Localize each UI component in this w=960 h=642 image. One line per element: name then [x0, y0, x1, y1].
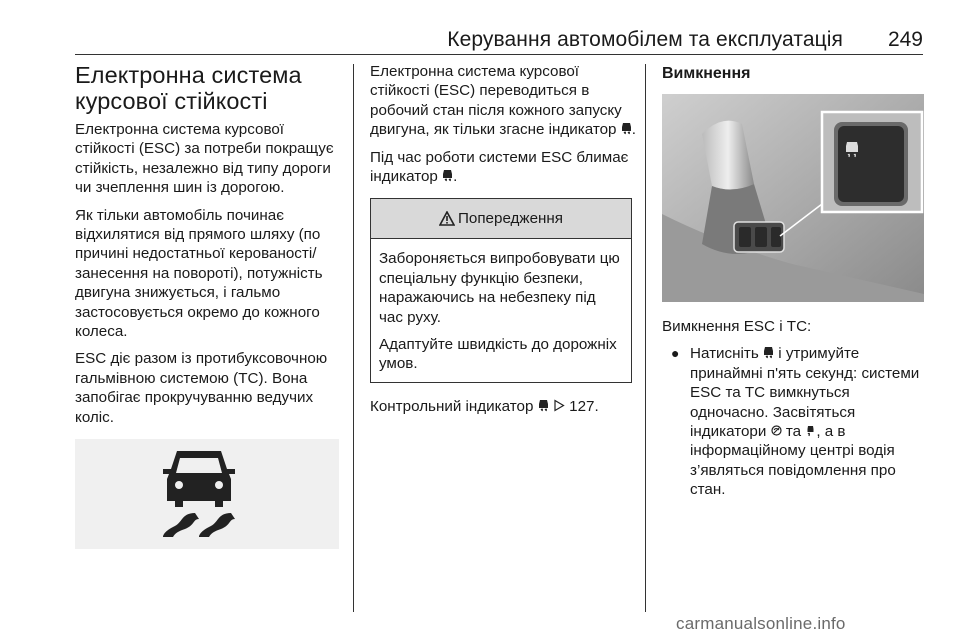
- paragraph: Вимкнення ESC і TC:: [662, 318, 812, 335]
- cross-reference: [370, 397, 638, 416]
- paragraph-text: Контрольний індикатор: [370, 397, 534, 415]
- paragraph-text: .: [631, 121, 636, 139]
- page-number: 249: [887, 28, 923, 51]
- warning-triangle-icon: [439, 211, 455, 226]
- list-item-text: [684, 344, 924, 499]
- column-2: [370, 62, 638, 416]
- paragraph: Електронна система курсової стійкості (ESC) за потреби покращує стійкість, незалежно від типу дороги чи зчеплення шин із дорогою.: [75, 121, 334, 197]
- esc-symbol-figure: [75, 439, 339, 549]
- page-reference-arrow-icon: [553, 399, 565, 412]
- paragraph-text: Натисніть: [690, 345, 759, 363]
- bullet-icon: ●: [671, 345, 680, 362]
- paragraph: Як тільки автомобіль починає відхилятися від прямого шляху (по причині недостатньої керованості/занесення на повороті), потужність двигуна знижується, і гальмо застосовується окремо до кожного колеса.: [75, 206, 323, 341]
- page-reference[interactable]: 127.: [569, 397, 599, 415]
- column-divider: [645, 64, 646, 612]
- esc-indicator-icon: [621, 122, 632, 135]
- paragraph: ESC діє разом із протибуксовочною гальмівною системою (TC). Вона запобігає прокручуванню ведучих коліс.: [75, 350, 328, 426]
- watermark: carmanualsonline.info: [676, 614, 846, 633]
- paragraph-text: .: [453, 168, 458, 186]
- tc-off-indicator-icon: [805, 424, 816, 437]
- warning-title: Попередження: [457, 210, 564, 228]
- esc-button-photo: [662, 94, 924, 302]
- section-heading: Електронна система курсової стійкості: [75, 62, 302, 114]
- warning-body: [371, 239, 631, 381]
- paragraph-text: , а в інформаційному центрі водія з’являться повідомлення про стан.: [690, 423, 896, 499]
- paragraph-text: Під час роботи системи ESC блимає індикатор: [370, 148, 629, 186]
- list-item: [662, 344, 924, 499]
- esc-indicator-icon: [442, 169, 453, 182]
- esc-skid-icon: [155, 447, 255, 543]
- paragraph-text: Електронна система курсової стійкості (ESC) переводиться в робочий стан після кожного запуску двигуна, як тільки згасне індикатор: [370, 63, 622, 139]
- console-photo-illustration: [662, 94, 924, 302]
- column-divider: [353, 64, 354, 612]
- warning-box: [370, 198, 632, 382]
- section-heading: Вимкнення: [662, 65, 751, 82]
- paragraph-text: і утримуйте принаймні п'ять секунд: системи ESC та TC вимкнуться одночасно. Засвітяться індикатори: [690, 345, 920, 441]
- warning-paragraph: Забороняється випробовувати цю спеціальну функцію безпеки, наражаючись на небезпеку під час руху.: [379, 250, 620, 326]
- column-3: [662, 62, 924, 500]
- running-title: Керування автомобілем та експлуатація: [447, 28, 843, 51]
- paragraph: [370, 62, 638, 140]
- column-1: [75, 62, 347, 549]
- page-header: [75, 26, 923, 52]
- esc-indicator-icon: [538, 399, 549, 412]
- esc-off-indicator-icon: [771, 424, 782, 437]
- warning-paragraph: Адаптуйте швидкість до дорожніх умов.: [379, 336, 617, 373]
- header-rule: [75, 54, 923, 55]
- paragraph: [370, 148, 638, 187]
- warning-header: [371, 199, 631, 239]
- esc-button-icon: [763, 346, 774, 359]
- paragraph-text: та: [785, 423, 802, 441]
